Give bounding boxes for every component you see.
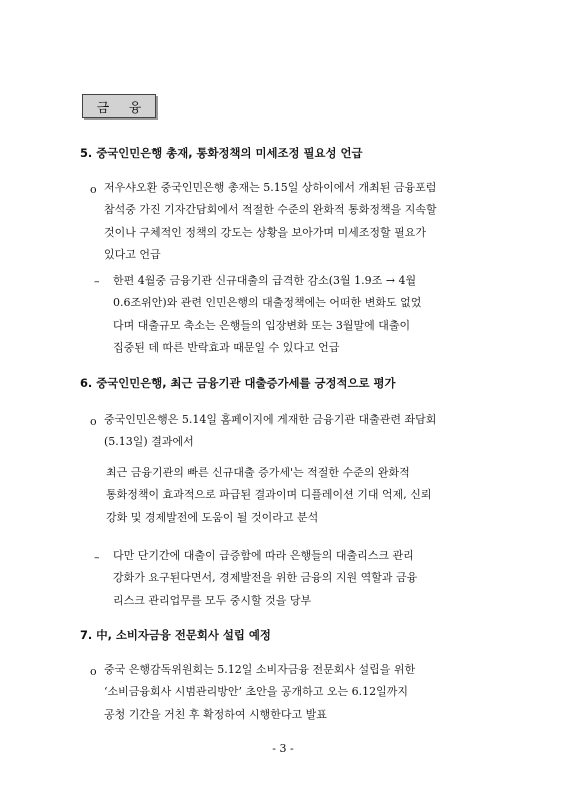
text-line: 중국인민은행은 5.14일 홈페이지에 게재한 금융기관 대출관련 좌담회 xyxy=(104,413,437,426)
text-line: 통화정책이 효과적으로 파급된 결과이며 디플레이션 기대 억제, 신뢰 xyxy=(106,488,432,502)
text-line: 한편 4월중 금융기관 신규대출의 급격한 감소(3월 1.9조 → 4월 xyxy=(113,274,417,287)
section-label: 금 융 xyxy=(96,100,150,116)
text-line: ‘소비금융회사 시범관리방안’ 초안을 공개하고 오는 6.12일까지 xyxy=(104,685,408,699)
sub-paragraph xyxy=(113,545,417,612)
quote-paragraph xyxy=(106,462,432,529)
text-line: (5.13일) 결과에서 xyxy=(104,435,194,449)
text-line: 리스크 관리업무를 모두 중시할 것을 당부 xyxy=(113,593,312,607)
text-line: 중국 은행감독위원회는 5.12일 소비자금융 전문회사 설립을 위한 xyxy=(104,663,416,676)
bullet-marker: o xyxy=(90,183,97,196)
text-line: 저우샤오환 중국인민은행 총재는 5.15일 상하이에서 개최된 금융포럼 xyxy=(104,181,437,194)
text-line: 최근 금융기관의 빠른 신규대출 증가세'는 적절한 수준의 완화적 xyxy=(106,466,410,479)
text-line: 것이나 구체적인 정책의 강도는 상황을 보아가며 미세조정할 필요가 xyxy=(104,225,427,239)
page-number: - 3 - xyxy=(272,742,294,755)
text-line: 강화가 요구된다면서, 경제발전을 위한 금융의 지원 역할과 금융 xyxy=(113,571,418,585)
bullet-marker: o xyxy=(90,415,97,428)
text-line: 집중된 데 따른 반락효과 때문일 수 있다고 언급 xyxy=(113,341,340,355)
text-line: 공청 기간을 거친 후 확정하여 시행한다고 발표 xyxy=(104,707,327,721)
section-label-box xyxy=(82,94,156,118)
heading-item-7: 7. 中, 소비자금융 전문회사 설립 예정 xyxy=(80,628,271,642)
text-line: 0.6조위안)와 관련 인민은행의 대출정책에는 어떠한 변화도 없었 xyxy=(113,296,422,310)
text-line: 있다고 언급 xyxy=(104,248,161,262)
bullet-paragraph xyxy=(104,177,437,267)
sub-marker: – xyxy=(94,275,100,288)
text-line: 다만 단기간에 대출이 급증함에 따라 은행들의 대출리스크 관리 xyxy=(113,549,414,562)
sub-paragraph xyxy=(113,270,421,360)
bullet-paragraph xyxy=(104,659,415,726)
heading-item-6: 6. 중국인민은행, 최근 금융기관 대출증가세를 긍정적으로 평가 xyxy=(80,376,396,390)
bullet-paragraph xyxy=(104,409,436,454)
heading-item-5: 5. 중국인민은행 총재, 통화정책의 미세조정 필요성 언급 xyxy=(80,146,363,160)
text-line: 다며 대출규모 축소는 은행들의 입장변화 또는 3월말에 대출이 xyxy=(113,318,411,332)
bullet-marker: o xyxy=(90,665,97,678)
text-line: 강화 및 경제발전에 도움이 될 것이라고 분석 xyxy=(106,510,319,524)
text-line: 참석중 가진 기자간담회에서 적절한 수준의 완화적 통화정책을 지속할 xyxy=(104,203,437,217)
sub-marker: – xyxy=(94,551,100,564)
